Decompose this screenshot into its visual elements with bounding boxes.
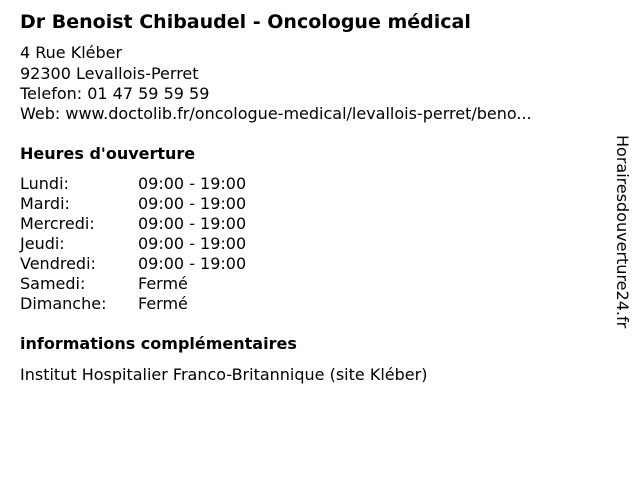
day-label: Mardi: [20, 194, 70, 213]
address-street: 4 Rue Kléber [20, 43, 123, 62]
time-value: Fermé [138, 274, 188, 293]
day-label: Mercredi: [20, 214, 95, 233]
time-value: 09:00 - 19:00 [138, 194, 247, 213]
opening-hours-heading: Heures d'ouverture [20, 144, 196, 163]
additional-info-heading: informations complémentaires [20, 334, 297, 353]
day-label: Lundi: [20, 174, 69, 193]
additional-info-text: Institut Hospitalier Franco-Britannique (site Kléber) [20, 365, 428, 384]
day-label: Samedi: [20, 274, 86, 293]
watermark-text: Horairesdouverture24.fr [613, 135, 632, 329]
time-value: Fermé [138, 294, 188, 313]
time-value: 09:00 - 19:00 [138, 234, 247, 253]
phone-number: Telefon: 01 47 59 59 59 [20, 84, 210, 103]
day-label: Vendredi: [20, 254, 96, 273]
address-city: 92300 Levallois-Perret [20, 64, 199, 83]
day-label: Jeudi: [20, 234, 65, 253]
website-link[interactable]: Web: www.doctolib.fr/oncologue-medical/levallois-perret/beno... [20, 104, 532, 123]
time-value: 09:00 - 19:00 [138, 174, 247, 193]
page-title: Dr Benoist Chibaudel - Oncologue médical [20, 11, 471, 33]
time-value: 09:00 - 19:00 [138, 214, 247, 233]
time-value: 09:00 - 19:00 [138, 254, 247, 273]
day-label: Dimanche: [20, 294, 107, 313]
